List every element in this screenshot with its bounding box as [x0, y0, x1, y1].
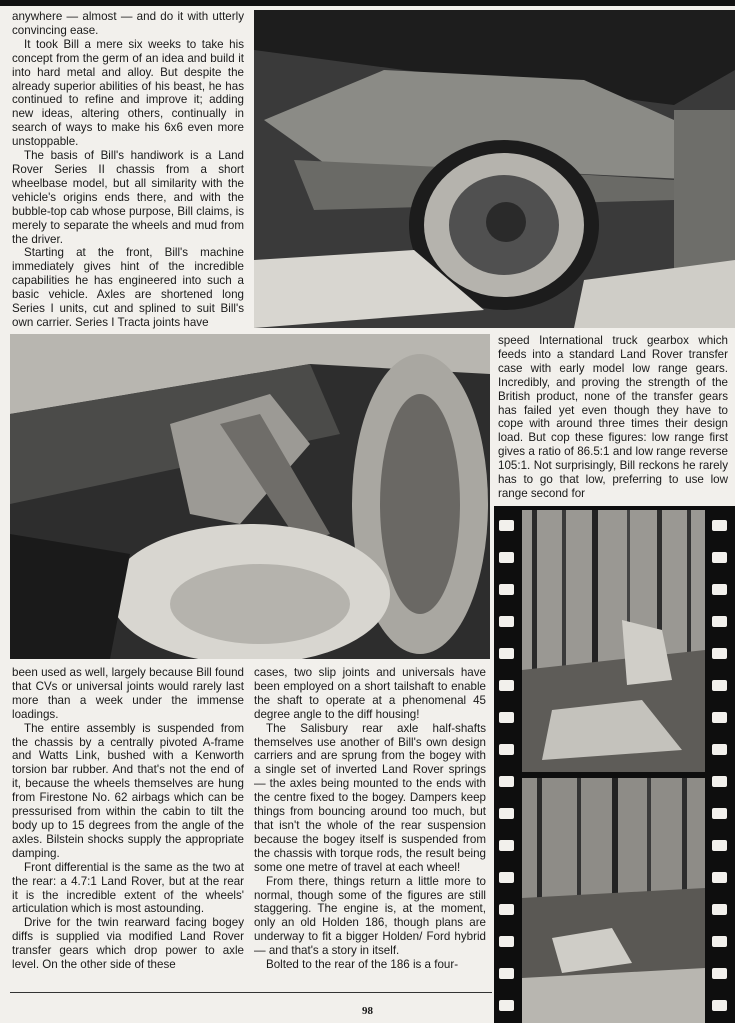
- page-number: 98: [362, 1005, 373, 1017]
- text-column-bottom-left: [12, 666, 244, 972]
- film-strip: [494, 506, 735, 1023]
- paragraph: The entire assembly is suspended from the chassis by a centrally pivoted A-frame and Watts Link, bushed with a Kenworth torsion bar rubber. And that's not the end of it, because the wheels themselves are hung from Firestone No. 62 airbags which can be pressurised from within the cabin to tilt the body up to 15 degrees from the angle of the axles. Bilstein shocks supply the appropriate damping.: [12, 721, 244, 860]
- paragraph: speed International truck gearbox which feeds into a standard Land Rover transfer case with early model low range gears. Incredibly, and proving the strength of the British product, none of the transfer gears has failed yet even though they have to cope with around three times their design load. But cop these figures: low range first gives a ratio of 86.5:1 and low range reverse 105:1. Not surprisingly, Bill reckons he rarely has to go that low, preferring to use low range second for: [498, 334, 728, 500]
- paragraph: Bolted to the rear of the 186 is a four-: [266, 958, 459, 972]
- photo-suspension-tyre: [10, 334, 490, 659]
- paragraph: Front differential is the same as the two at the rear: a 4.7:1 Land Rover, but at the rear it is the incredible extent of the wheels' articulation which is most astounding.: [12, 860, 244, 916]
- paragraph: From there, things return a little more to normal, though some of the figures are still staggering. The engine is, at the moment, only an old Holden 186, though plans are underway to fit a bigger Holden/ Ford hybrid — and that's a story in itself.: [254, 874, 486, 958]
- paragraph: anywhere — almost — and do it with utterly convincing ease.: [12, 10, 244, 37]
- text-column-right: [498, 334, 728, 501]
- text-column-bottom-middle: [254, 666, 486, 972]
- top-border: [0, 0, 735, 6]
- film-frame-bottom: [522, 778, 705, 1023]
- text-column-top-left: [12, 10, 244, 330]
- paragraph: It took Bill a mere six weeks to take his concept from the germ of an idea and build it into hard metal and alloy. But despite the already superior abilities of his beast, he has continued to refine and improve it; adding new ideas, altering others, continually in search of ways to make his 6x6 even more unstoppable.: [12, 37, 244, 149]
- paragraph: cases, two slip joints and universals have been employed on a short tailshaft to enable the shaft to operate at a phenomenal 45 degree angle to the diff housing!: [254, 666, 486, 721]
- paragraph: Drive for the twin rearward facing bogey diffs is supplied via modified Land Rover transfer gears which drop power to axle level. On the other side of these: [12, 916, 244, 972]
- paragraph: Starting at the front, Bill's machine immediately gives hint of the incredible capabilities he has engineered into such a basic vehicle. Axles are shortened long Series I units, cut and splined to suit Bill's own carrier. Series I Tracta joints have: [12, 246, 244, 329]
- photo-wheel-fender: [254, 10, 735, 328]
- paragraph: The Salisbury rear axle half-shafts themselves use another of Bill's own design carriers and are sprung from the bogey with a single set of inverted Land Rover springs — the axles being mounted to the ends with the centre fixed to the bogey. Dampers keep things from bouncing around too much, but that isn't the whole of the rear suspension because the bogey itself is suspended from the chassis with torque rods, the result being some one metre of travel at each wheel!: [254, 721, 486, 874]
- film-frame-top: [522, 510, 705, 772]
- paragraph: been used as well, largely because Bill found that CVs or universal joints would rarely last more than a week under the immense loadings.: [12, 666, 244, 721]
- bottom-rule: [10, 992, 492, 993]
- paragraph: The basis of Bill's handiwork is a Land Rover Series II chassis from a short wheelbase model, but all similarity with the vehicle's origins ends there, and with the bubble-top cab whose purpose, Bill claims, is merely to separate the wheels and mud from the driver.: [12, 149, 244, 246]
